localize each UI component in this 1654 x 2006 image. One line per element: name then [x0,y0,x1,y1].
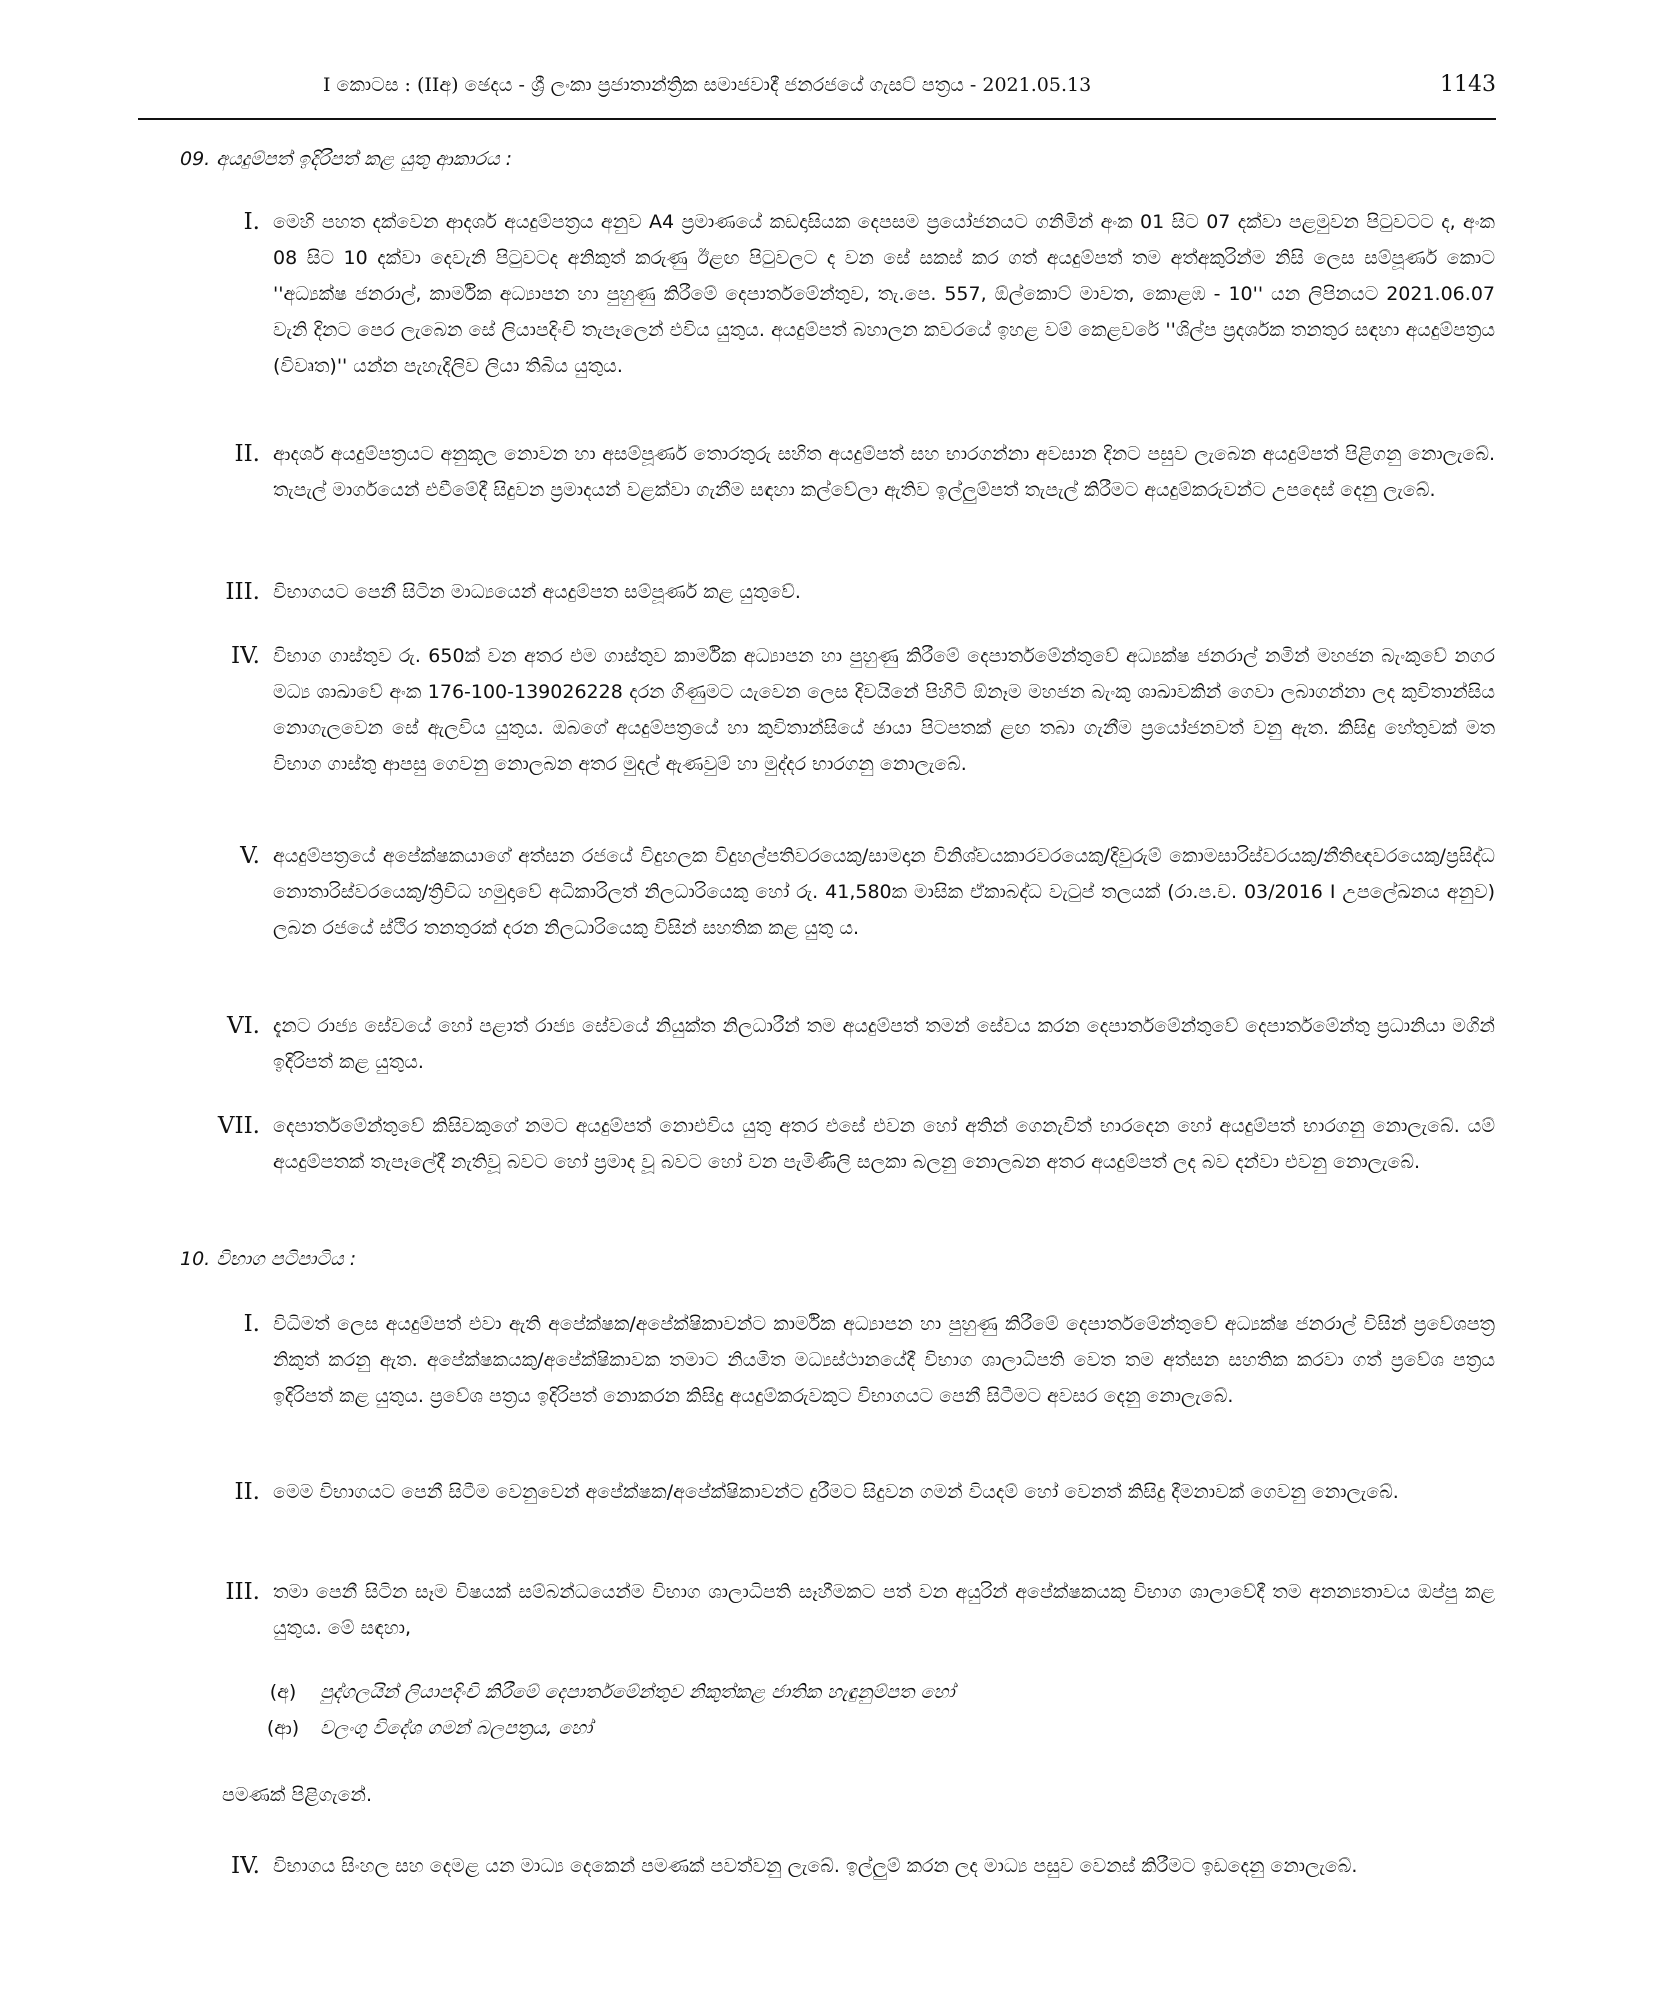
item-text: මෙහි පහත දක්වෙන ආදර්ශ අයදුම්පත්‍රය අනුව A4 ප්‍රමාණයේ කඩදාසියක දෙපසම ප්‍රයෝජනයට ගනිමින් අංක 01 සිට 07 දක්වා පළමුවන පිටුවටට ද, අංක 08 සිට 10 දක්වා දෙවැනි පිටුවටද අනිකුත් කරුණු ඊළඟ පිටුවලට ද වන සේ සකස් කර ගත් අයදුම්පත් තම අත්අකුරින්ම නිසි ලෙස සම්පූර්ණ කොට ''අධ්‍යක්ෂ ජනරාල්, කාර්මික අධ්‍යාපන හා පුහුණු කිරීමේ දෙපාර්තමේන්තුව, තැ.පෙ. 557, ඕල්කොට් මාවත, කොළඹ - 10'' යන ලිපිනයට 2021.06.07 වැනි දිනට පෙර ලැබෙන සේ ලියාපදිංචි තැපෑලෙන් එවිය යුතුය. අයදුම්පත් බහාලන කවරයේ ඉහළ වම් කෙළවරේ ''ශිල්ප ප්‍රදර්ශක තනතුර සඳහා අයදුම්පත්‍රය (විවෘත)'' යන්න පැහැදිලිව ලියා තිබිය යුතුය. [273,211,1495,377]
option-text: පුද්ගලයින් ලියාපදිංචි කිරීමේ දෙපාර්තමේන්තුව නිකුත්කළ ජාතික හැඳුනුම්පත හෝ [320,1681,955,1703]
identity-document-option [252,1676,955,1708]
item-text: දෙපාර්තමේන්තුවේ කිසිවකුගේ නමට අයදුම්පත් නොඑවිය යුතු අතර එසේ එවන හෝ අතින් ගෙනැවිත් භාරදෙන හෝ අයදුම්පත් භාරගනු නොලැබේ. යම් අයදුම්පතක් තැපෑලේදී නැතිවූ බවට හෝ ප්‍රමාද වූ බවට හෝ වන පැමිණිලි සලකා බලනු නොලබන අතර අයදුම්පත් ලද බව දන්වා එවනු නොලැබේ. [273,1115,1495,1173]
section-10-heading: 10. විභාග පටිපාටිය : [180,1248,357,1270]
item-numeral: II. [234,1479,260,1505]
item-text: විධිමත් ලෙස අයදුම්පත් එවා ඇති අපේක්ෂක/අපේක්ෂිකාවන්ට කාර්මික අධ්‍යාපන හා පුහුණු කිරීමේ දෙපාර්තමේන්තුවේ අධ්‍යක්ෂ ජනරාල් විසින් ප්‍රවේශපත්‍ර නිකුත් කරනු ඇත. අපේක්ෂකයකු/අපේක්ෂිකාවක තමාට නියමිත මධ්‍යස්ථානයේදී විභාග ශාලාධිපති වෙත තම අත්සන සහතික කරවා ගත් ප්‍රවේශ පත්‍රය ඉදිරිපත් කළ යුතුය. ප්‍රවේශ පත්‍රය ඉදිරිපත් නොකරන කිසිදු අයදුම්කරුවකුට විභාගයට පෙනී සිටීමට අවසර දෙනු නොලැබේ. [273,1313,1495,1407]
item-numeral: V. [240,843,260,869]
item-numeral: III. [225,579,260,605]
item-text: අයදුම්පත්‍රයේ අපේක්ෂකයාගේ අත්සන රජයේ විදුහලක විදුහල්පතිවරයෙකු/සාමදාන විනිශ්චයකාරවරයෙකු/දිවුරුම් කොමසාරිස්වරයකු/නීතිඥවරයෙකු/ප්‍රසිද්ධ නොතාරිස්වරයෙකු/ත්‍රිවිධ හමුදාවේ අධිකාරිලත් නිලධාරියෙකු හෝ රු. 41,580ක මාසික ඒකාබද්ධ වැටුප් තලයක් (රා.ප.ච. 03/2016 I උපලේඛනය අනුව) ලබන රජයේ ස්ථිර තනතුරක් දරන නිලධාරියෙකු විසින් සහතික කළ යුතු ය. [273,845,1495,939]
item-text: ආදර්ශ අයදුම්පත්‍රයට අනුකූල නොවන හා අසම්පූර්ණ තොරතුරු සහිත අයදුම්පත් සහ භාරගන්නා අවසාන දිනට පසුව ලැබෙන අයදුම්පත් පිළිගනු නොලැබේ. තැපැල් මාර්ගයෙන් එවීමේදී සිදුවන ප්‍රමාදයන් වළක්වා ගැනීම සඳහා කල්වේලා ඇතිව ඉල්ලුම්පත් තැපැල් කිරීමට අයදුම්කරුවන්ට උපදෙස් දෙනු ලැබේ. [273,443,1495,501]
gazette-header-title: I කොටස : (IIඅ) ඡෙදය - ශ්‍රී ලංකා ප්‍රජාතාන්ත්‍රික සමාජවාදී ජනරජයේ ගැසට් පත්‍රය - 2021.05.13 [323,74,1092,96]
item-text: විභාගයට පෙනී සිටින මාධ්‍යයෙන් අයදුම්පත සම්පූර්ණ කළ යුතුවේ. [273,581,801,603]
identity-document-option [252,1712,592,1744]
item-text: දැනට රාජ්‍ය සේවයේ හෝ පළාත් රාජ්‍ය සේවයේ නියුක්ත නිලධාරීන් තම අයදුම්පත් තමන් සේවය කරන දෙපාර්තමේන්තුවේ දෙපාර්තමේන්තු ප්‍රධානියා මගින් ඉදිරිපත් කළ යුතුය. [273,1015,1495,1073]
item-numeral: VI. [226,1013,260,1039]
page-number: 1143 [1440,72,1496,97]
option-label: (ආ) [266,1717,300,1739]
item-text: මෙම විභාගයට පෙනී සිටීම වෙනුවෙන් අපේක්ෂක/අපේක්ෂිකාවන්ට දුරීමට සිදුවන ගමන් වියදම් හෝ වෙනත් කිසිදු දීමනාවක් ගෙවනු නොලැබේ. [273,1481,1399,1503]
item-numeral: I. [243,209,260,235]
item-numeral: IV. [231,643,260,669]
option-label: (අ) [269,1681,297,1703]
item-numeral: IV. [231,1853,260,1879]
item-numeral: VII. [217,1113,260,1139]
item-numeral: III. [225,1579,260,1605]
item-numeral: II. [234,441,260,467]
page-header [138,66,1496,120]
closing-line: පමණක් පිළිගැනේ. [222,1784,372,1806]
option-text: වලංගු විදේශ ගමන් බලපත්‍රය, හෝ [320,1717,593,1739]
item-text: විභාග ගාස්තුව රු. 650ක් වන අතර එම ගාස්තුව කාර්මික අධ්‍යාපන හා පුහුණු කිරීමේ දෙපාර්තමේන්තුවේ අධ්‍යක්ෂ ජනරාල් නමින් මහජන බැංකුවේ නගර මධ්‍ය ශාඛාවේ අංක 176-100-139026228 දරන ගිණුමට යැවෙන ලෙස දිවයිනේ පිහිටි ඕනෑම මහජන බැංකු ශාඛාවකින් ගෙවා ලබාගන්නා ලද කුවිතාන්සිය නොගැලවෙන සේ ඇලවිය යුතුය. ඔබගේ අයදුම්පත්‍රයේ හා කුවිතාන්සියේ ඡායා පිටපතක් ළඟ තබා ගැනීම ප්‍රයෝජනවත් වනු ඇත. කිසිදු හේතුවක් මත විභාග ගාස්තු ආපසු ගෙවනු නොලබන අතර මුදල් ඇණවුම් හා මුද්දර භාරගනු නොලැබේ. [273,645,1495,775]
item-text: විභාගය සිංහල සහ දෙමළ යන මාධ්‍ය දෙකෙන් පමණක් පවත්වනු ලැබේ. ඉල්ලුම් කරන ලද මාධ්‍ය පසුව වෙනස් කිරීමට ඉඩදෙනු නොලැබේ. [273,1855,1358,1877]
item-text: තමා පෙනී සිටින සෑම විෂයක් සම්බන්ධයෙන්ම විභාග ශාලාධිපති සෑහීමකට පත් වන අයුරින් අපේක්ෂකයකු විභාග ශාලාවේදී තම අනන්‍යතාවය ඔප්පු කළ යුතුය. මේ සඳහා, [273,1581,1495,1639]
item-numeral: I. [243,1311,260,1337]
section-09-heading: 09. අයදුම්පත් ඉදිරිපත් කළ යුතු ආකාරය : [180,148,513,170]
